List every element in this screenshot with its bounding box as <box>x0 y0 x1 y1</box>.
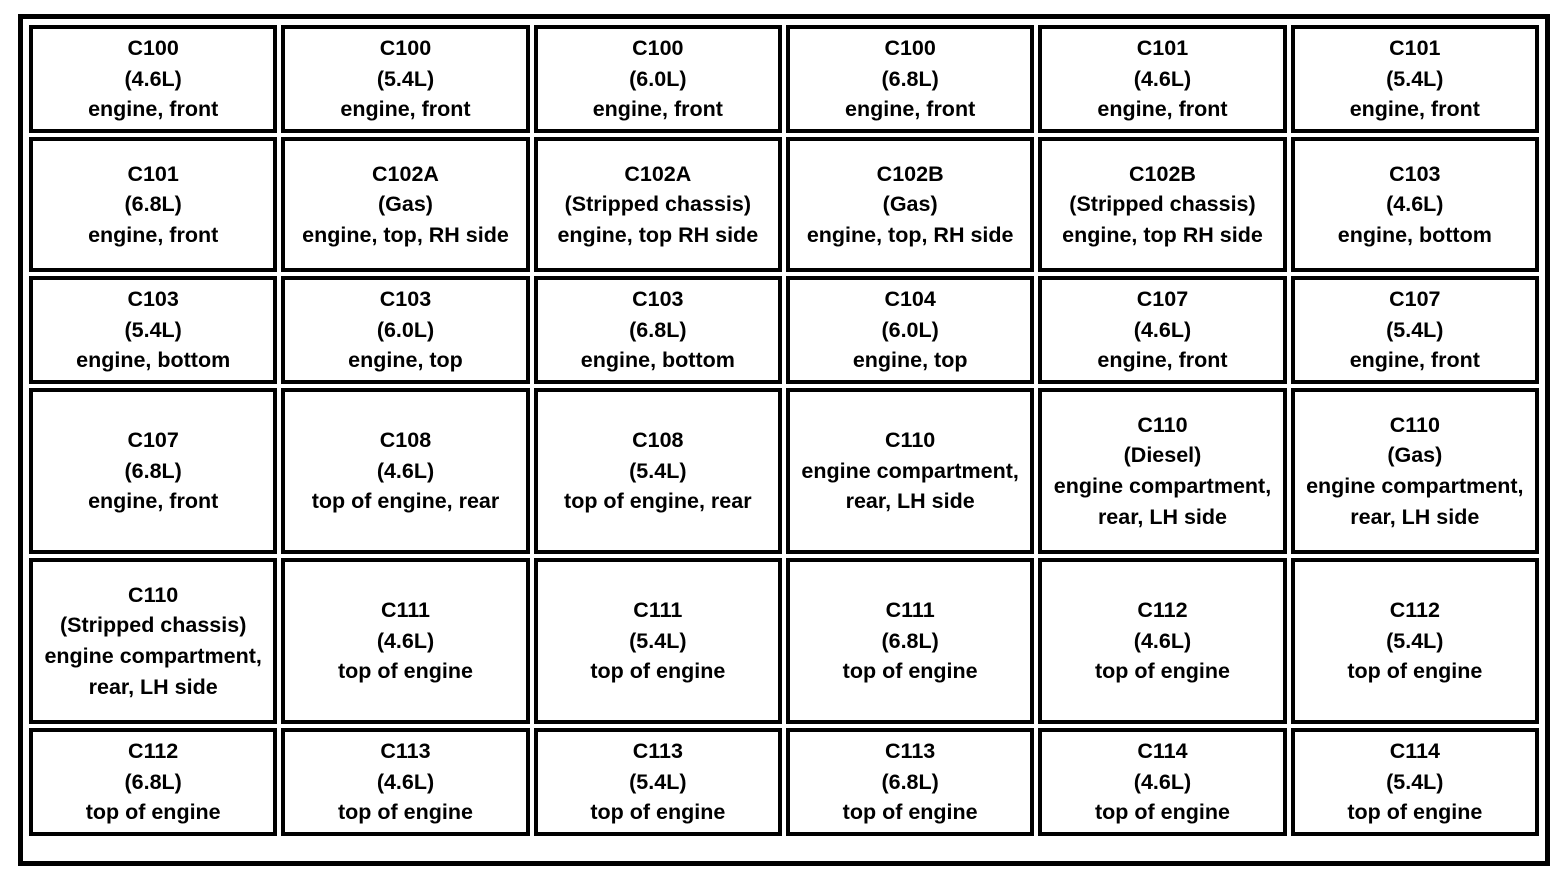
connector-id: C101 <box>1136 36 1189 61</box>
connector-id: C108 <box>632 428 684 453</box>
connector-id: C114 <box>1389 739 1440 764</box>
connector-id: C110 <box>1389 412 1440 437</box>
table-cell <box>1038 137 1286 272</box>
table-cell <box>1291 388 1539 554</box>
connector-variant: (4.6L) <box>1133 769 1192 794</box>
connector-variant: (5.4L) <box>1386 317 1444 342</box>
connector-variant: (Stripped chassis) <box>59 613 247 638</box>
connector-location: top of engine, rear <box>564 489 752 514</box>
connector-variant: (6.8L) <box>881 628 939 653</box>
connector-location: top of engine <box>842 800 978 825</box>
connector-variant: (6.8L) <box>881 769 939 794</box>
table-cell <box>534 558 782 724</box>
connector-location: top of engine <box>338 800 473 825</box>
connector-location: engine, front <box>592 97 723 122</box>
connector-id: C102A <box>372 161 439 186</box>
connector-variant: (Stripped chassis) <box>564 192 752 217</box>
table-cell <box>786 25 1034 133</box>
table-cell <box>281 25 529 133</box>
table-row <box>27 386 1541 556</box>
table-cell <box>281 276 529 384</box>
connector-variant: (6.8L) <box>124 769 182 794</box>
table-cell <box>786 558 1034 724</box>
table-cell <box>534 276 782 384</box>
connector-variant: (Stripped chassis) <box>1069 192 1256 217</box>
table-row <box>27 135 1541 274</box>
connector-id: C111 <box>633 598 683 623</box>
connector-location: engine, bottom <box>1337 222 1492 247</box>
connector-location: engine, front <box>88 222 219 247</box>
connector-id: C111 <box>885 598 935 623</box>
table-cell <box>281 728 529 836</box>
table-cell <box>1038 25 1286 133</box>
table-row <box>27 274 1541 386</box>
connector-location: engine, front <box>1349 97 1480 122</box>
connector-variant: (5.4L) <box>376 66 435 91</box>
connector-variant: (6.8L) <box>124 458 182 483</box>
table-cell <box>29 276 277 384</box>
connector-id: C103 <box>379 287 432 312</box>
connector-location: engine, bottom <box>580 348 735 373</box>
connector-id: C101 <box>1389 36 1441 61</box>
connector-id: C113 <box>885 739 936 764</box>
connector-location: engine, top, RH side <box>302 222 509 247</box>
table-cell <box>534 137 782 272</box>
table-cell <box>1291 25 1539 133</box>
connector-id: C114 <box>1137 739 1188 764</box>
connector-id: C107 <box>1136 287 1189 312</box>
table-cell <box>29 558 277 724</box>
connector-variant: (6.0L) <box>629 66 687 91</box>
table-cell <box>534 728 782 836</box>
connector-id: C112 <box>1389 598 1440 623</box>
table-cell <box>1291 728 1539 836</box>
connector-variant: (5.4L) <box>629 458 687 483</box>
table-cell <box>281 388 529 554</box>
connector-table <box>27 23 1541 857</box>
connector-location: engine, top, RH side <box>806 222 1014 247</box>
connector-table-frame <box>18 14 1550 866</box>
connector-variant: (Gas) <box>882 192 938 217</box>
connector-variant: (5.4L) <box>1386 66 1444 91</box>
connector-location: engine, top <box>348 348 463 373</box>
connector-id: C113 <box>632 739 683 764</box>
connector-id: C100 <box>379 36 432 61</box>
table-cell <box>29 25 277 133</box>
connector-variant: (5.4L) <box>629 628 687 653</box>
connector-location: top of engine <box>842 659 978 684</box>
connector-location: top of engine <box>1095 800 1230 825</box>
connector-id: C102B <box>876 161 944 186</box>
table-row <box>27 726 1541 838</box>
connector-id: C113 <box>380 739 431 764</box>
connector-variant: (4.6L) <box>1133 66 1192 91</box>
table-cell <box>1291 276 1539 384</box>
connector-variant: (6.8L) <box>124 192 182 217</box>
connector-variant: (4.6L) <box>124 66 182 91</box>
connector-variant: (6.8L) <box>629 317 687 342</box>
connector-location: top of engine <box>338 659 473 684</box>
connector-location: engine, front <box>845 97 976 122</box>
table-cell <box>786 388 1034 554</box>
table-cell <box>1038 558 1286 724</box>
connector-variant: (5.4L) <box>1386 628 1444 653</box>
connector-variant: (4.6L) <box>376 458 435 483</box>
connector-variant: (6.0L) <box>376 317 435 342</box>
connector-variant: (4.6L) <box>376 628 435 653</box>
table-cell <box>1291 137 1539 272</box>
table-row <box>27 556 1541 726</box>
table-row <box>27 23 1541 135</box>
connector-id: C103 <box>1389 161 1441 186</box>
connector-variant: (Diesel) <box>1123 443 1202 468</box>
connector-id: C100 <box>632 36 684 61</box>
connector-location: engine, front <box>88 489 219 514</box>
connector-id: C112 <box>1137 598 1188 623</box>
connector-id: C112 <box>128 739 179 764</box>
connector-location: engine compartment, rear, LH side <box>44 644 262 699</box>
connector-variant: (Gas) <box>1387 443 1443 468</box>
connector-id: C108 <box>379 428 432 453</box>
table-cell <box>786 728 1034 836</box>
table-cell <box>534 25 782 133</box>
connector-id: C107 <box>1389 287 1441 312</box>
connector-location: engine, front <box>88 97 219 122</box>
connector-id: C110 <box>128 582 179 607</box>
connector-location: engine compartment, rear, LH side <box>1306 474 1524 529</box>
table-cell <box>29 388 277 554</box>
connector-location: engine compartment, rear, LH side <box>801 458 1019 514</box>
connector-id: C102B <box>1129 161 1196 186</box>
connector-id: C103 <box>127 287 179 312</box>
connector-location: engine, front <box>1097 97 1228 122</box>
table-cell <box>534 388 782 554</box>
connector-variant: (5.4L) <box>1386 769 1444 794</box>
connector-id: C102A <box>624 161 692 186</box>
connector-location: top of engine <box>590 800 726 825</box>
connector-variant: (4.6L) <box>1133 317 1192 342</box>
connector-location: top of engine <box>85 800 221 825</box>
connector-location: top of engine <box>1347 800 1483 825</box>
connector-variant: (6.8L) <box>881 66 939 91</box>
connector-id: C111 <box>380 598 430 623</box>
table-cell <box>1038 276 1286 384</box>
connector-location: top of engine <box>1095 659 1230 684</box>
table-cell <box>1291 558 1539 724</box>
connector-location: engine, top RH side <box>1062 222 1263 247</box>
connector-location: engine, front <box>1097 348 1228 373</box>
connector-location: engine, front <box>340 97 471 122</box>
connector-location: engine, top <box>852 348 968 373</box>
connector-location: engine compartment, rear, LH side <box>1053 474 1272 529</box>
table-cell <box>786 137 1034 272</box>
connector-location: engine, bottom <box>76 348 231 373</box>
table-cell <box>1038 388 1286 554</box>
connector-variant: (4.6L) <box>376 769 435 794</box>
connector-variant: (Gas) <box>378 192 433 217</box>
connector-variant: (4.6L) <box>1386 192 1444 217</box>
connector-location: top of engine <box>590 659 726 684</box>
connector-id: C104 <box>884 287 936 312</box>
connector-location: engine, top RH side <box>557 222 759 247</box>
table-cell <box>786 276 1034 384</box>
table-cell <box>281 137 529 272</box>
connector-id: C100 <box>127 36 179 61</box>
connector-variant: (5.4L) <box>124 317 182 342</box>
connector-id: C107 <box>127 428 179 453</box>
connector-location: top of engine, rear <box>311 489 500 514</box>
connector-variant: (6.0L) <box>881 317 939 342</box>
table-cell <box>1038 728 1286 836</box>
table-cell <box>281 558 529 724</box>
table-cell <box>29 728 277 836</box>
connector-id: C103 <box>632 287 684 312</box>
table-cell <box>29 137 277 272</box>
connector-location: engine, front <box>1349 348 1480 373</box>
connector-location: top of engine <box>1347 659 1483 684</box>
connector-id: C100 <box>884 36 936 61</box>
connector-id: C110 <box>1137 412 1188 437</box>
connector-variant: (4.6L) <box>1133 628 1192 653</box>
connector-id: C101 <box>127 161 179 186</box>
connector-id: C110 <box>885 428 936 453</box>
connector-variant: (5.4L) <box>629 769 687 794</box>
